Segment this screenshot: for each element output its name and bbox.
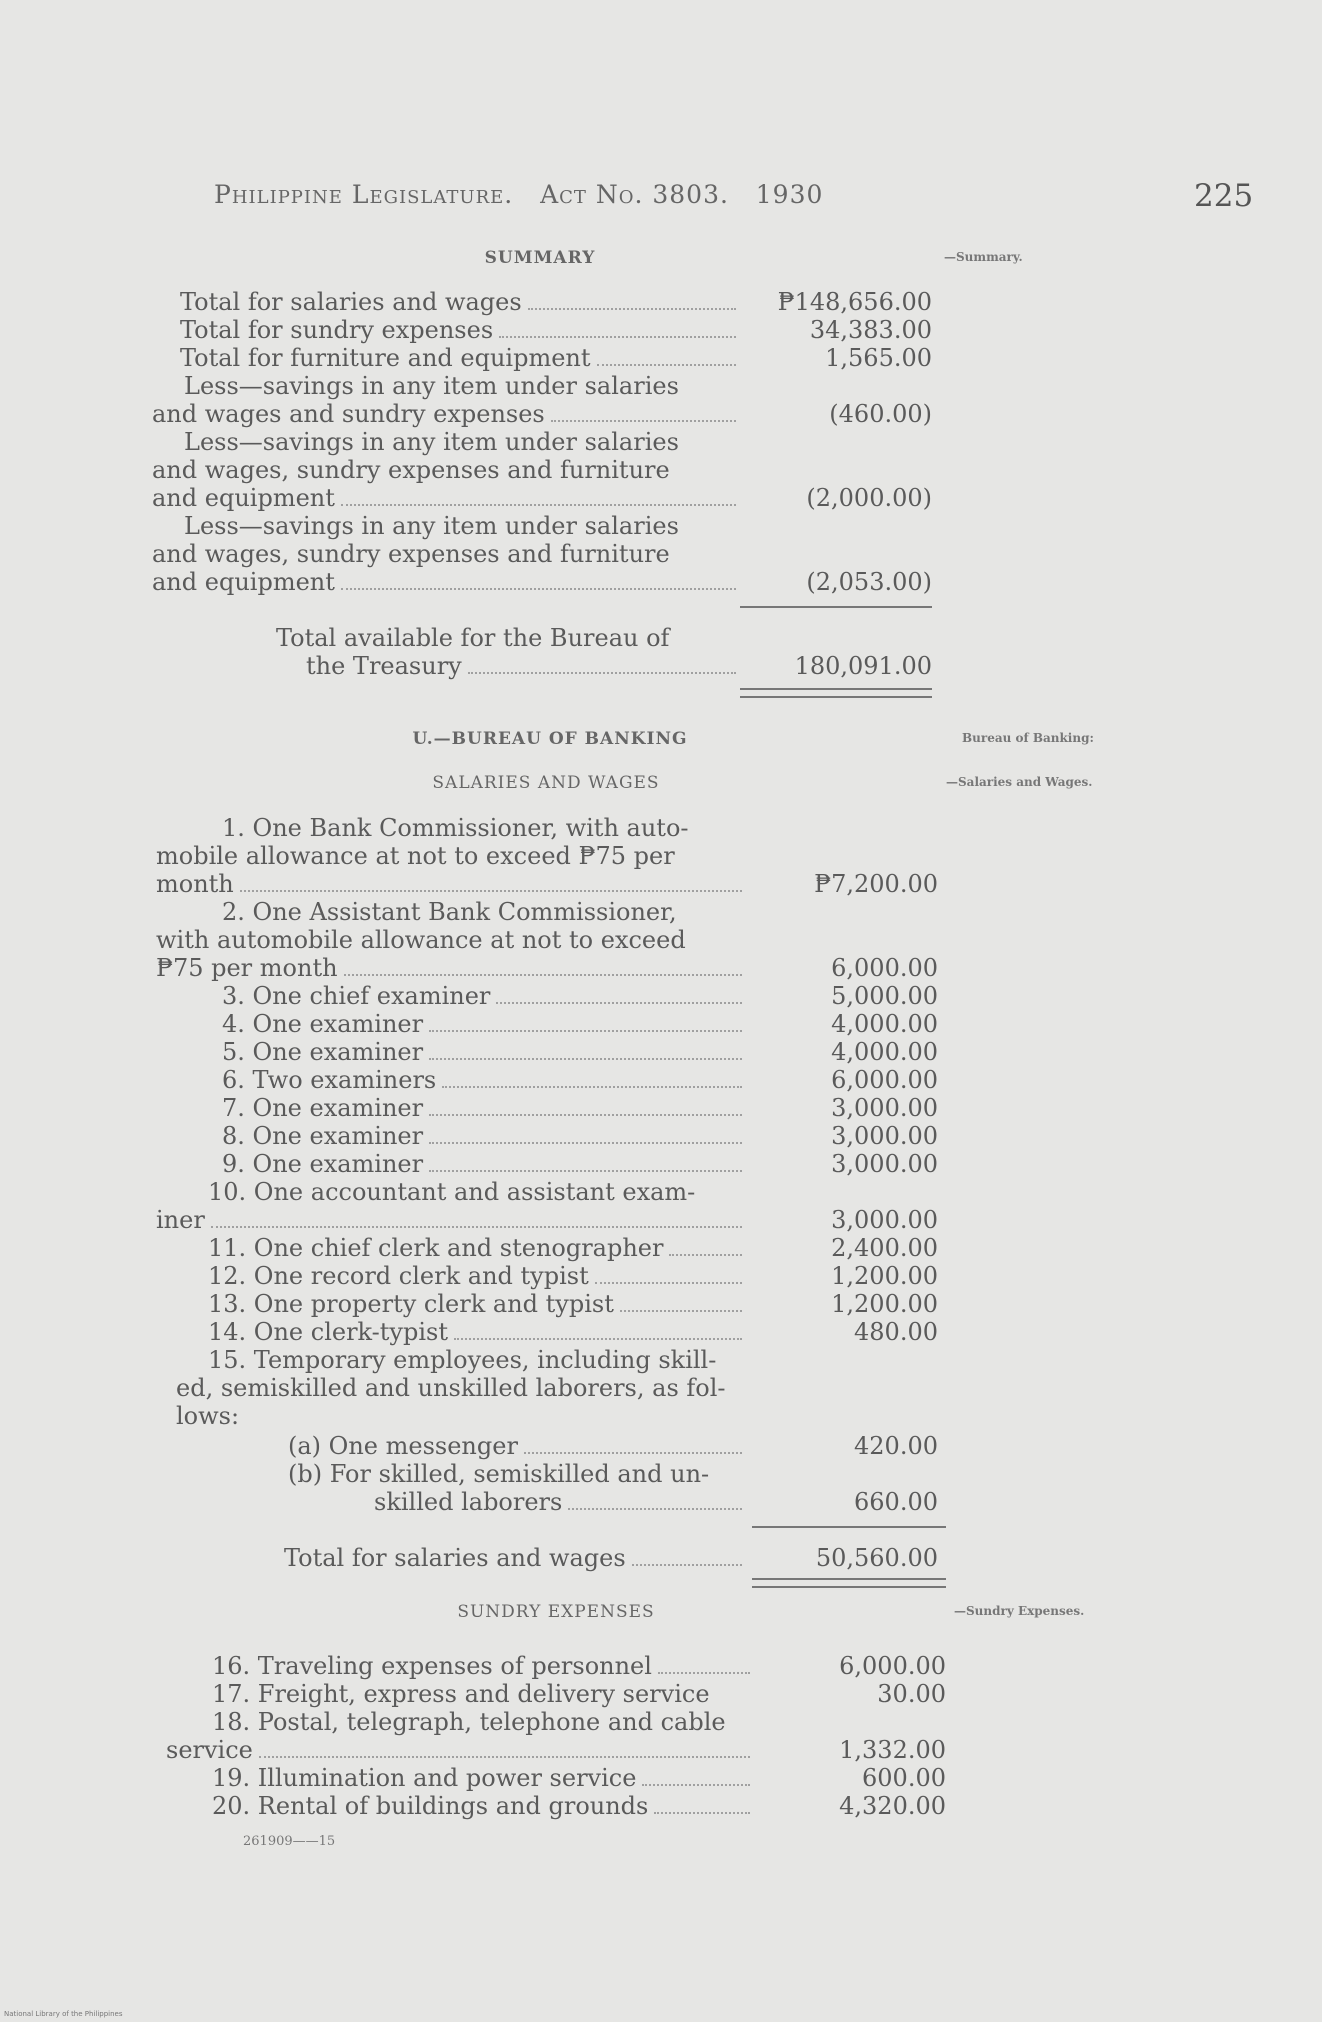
salary-amount-9: 3,000.00 [831, 1150, 938, 1178]
salaries-total-amount: 50,560.00 [815, 1544, 938, 1572]
summary-amount-furniture: 1,565.00 [825, 344, 932, 372]
header-act: Act No. 3803. [540, 180, 729, 209]
header-year: 1930 [755, 180, 824, 209]
summary-line-less-1a: Less—savings in any item under salaries [184, 372, 679, 400]
scan-credit: National Library of the Philippines [4, 2010, 123, 2018]
summary-line-less-1b: and wages and sundry expenses [152, 400, 740, 428]
salary-amount-3: 5,000.00 [831, 982, 938, 1010]
salary-item-12: 12. One record clerk and typist [208, 1262, 746, 1290]
salaries-heading: SALARIES AND WAGES [432, 773, 660, 793]
summary-amount-less-1: (460.00) [829, 400, 932, 428]
sundry-amount-18: 1,332.00 [839, 1736, 946, 1764]
sundry-heading: SUNDRY EXPENSES [457, 1602, 655, 1622]
summary-amount-sundry: 34,383.00 [809, 316, 932, 344]
salary-item-1a: 1. One Bank Commissioner, with auto- [222, 814, 689, 842]
salary-item-15-laborers-a: (b) For skilled, semiskilled and un- [288, 1460, 710, 1488]
summary-line-less-3c: and equipment [152, 568, 740, 596]
summary-line-less-2c: and equipment [152, 484, 740, 512]
salary-amount-2: 6,000.00 [831, 954, 938, 982]
salary-item-1b: mobile allowance at not to exceed ₱75 per [156, 842, 675, 870]
salary-item-8: 8. One examiner [222, 1122, 746, 1150]
salary-item-15c: lows: [176, 1402, 240, 1430]
salary-amount-6: 6,000.00 [831, 1066, 938, 1094]
sundry-item-18a: 18. Postal, telegraph, telephone and cable [212, 1708, 726, 1736]
salary-amount-4: 4,000.00 [831, 1010, 938, 1038]
salary-item-15-laborers-b: skilled laborers [374, 1488, 746, 1516]
salary-item-15a: 15. Temporary employees, including skill- [208, 1346, 717, 1374]
sundry-item-18b: service [166, 1736, 754, 1764]
salaries-margin-note: —Salaries and Wages. [946, 775, 1093, 789]
summary-total-amount: 180,091.00 [794, 652, 932, 680]
summary-amount-less-3: (2,053.00) [806, 568, 932, 596]
salary-amount-5: 4,000.00 [831, 1038, 938, 1066]
summary-line-less-2b: and wages, sundry expenses and furniture [152, 456, 670, 484]
salary-amount-12: 1,200.00 [831, 1262, 938, 1290]
sundry-item-19: 19. Illumination and power service [212, 1764, 754, 1792]
salary-amount-15a: 420.00 [854, 1432, 938, 1460]
summary-total-line-b: the Treasury [306, 652, 740, 680]
sundry-item-20: 20. Rental of buildings and grounds [212, 1792, 754, 1820]
summary-line-less-3b: and wages, sundry expenses and furniture [152, 540, 670, 568]
salary-item-15-messenger: (a) One messenger [288, 1432, 746, 1460]
summary-amount-less-2: (2,000.00) [806, 484, 932, 512]
salary-amount-10: 3,000.00 [831, 1206, 938, 1234]
running-header [214, 180, 823, 209]
sundry-margin-note: —Sundry Expenses. [954, 1604, 1085, 1618]
salary-item-10b: iner [156, 1206, 746, 1234]
salary-item-2a: 2. One Assistant Bank Commissioner, [222, 898, 677, 926]
summary-line-less-3a: Less—savings in any item under salaries [184, 512, 679, 540]
salary-amount-15b: 660.00 [854, 1488, 938, 1516]
salary-item-2b: with automobile allowance at not to exceed [156, 926, 686, 954]
summary-total-double-rule [740, 688, 932, 698]
summary-line-sundry: Total for sundry expenses [180, 316, 740, 344]
banking-heading: U.—BUREAU OF BANKING [412, 729, 688, 749]
summary-line-salaries: Total for salaries and wages [180, 288, 740, 316]
page-number: 225 [1194, 178, 1254, 214]
header-title: Philippine Legislature. [214, 180, 514, 209]
sundry-item-17: 17. Freight, express and delivery service [212, 1680, 710, 1708]
salary-item-2c: ₱75 per month [156, 954, 746, 982]
summary-amount-salaries: ₱148,656.00 [777, 288, 932, 316]
salary-amount-8: 3,000.00 [831, 1122, 938, 1150]
salary-amount-14: 480.00 [854, 1318, 938, 1346]
summary-total-line-a: Total available for the Bureau of [276, 624, 670, 652]
summary-subtotal-rule [740, 606, 932, 608]
summary-heading: SUMMARY [484, 248, 596, 268]
sundry-amount-19: 600.00 [862, 1764, 946, 1792]
salary-item-5: 5. One examiner [222, 1038, 746, 1066]
sundry-amount-16: 6,000.00 [839, 1652, 946, 1680]
salary-item-13: 13. One property clerk and typist [208, 1290, 746, 1318]
salary-item-1c: month [156, 870, 746, 898]
salary-item-4: 4. One examiner [222, 1010, 746, 1038]
salary-item-7: 7. One examiner [222, 1094, 746, 1122]
summary-margin-note: —Summary. [944, 250, 1023, 264]
banking-margin-note: Bureau of Banking: [962, 731, 1094, 745]
sundry-amount-20: 4,320.00 [839, 1792, 946, 1820]
salary-item-9: 9. One examiner [222, 1150, 746, 1178]
salaries-subtotal-rule [752, 1526, 946, 1528]
salary-item-10a: 10. One accountant and assistant exam- [208, 1178, 696, 1206]
salary-amount-7: 3,000.00 [831, 1094, 938, 1122]
summary-line-furniture: Total for furniture and equipment [180, 344, 740, 372]
salary-item-15b: ed, semiskilled and unskilled laborers, as fol- [176, 1374, 726, 1402]
sundry-amount-17: 30.00 [877, 1680, 946, 1708]
summary-line-less-2a: Less—savings in any item under salaries [184, 428, 679, 456]
salary-item-6: 6. Two examiners [222, 1066, 746, 1094]
sundry-item-16: 16. Traveling expenses of personnel [212, 1652, 754, 1680]
salary-amount-11: 2,400.00 [831, 1234, 938, 1262]
salary-item-14: 14. One clerk-typist [208, 1318, 746, 1346]
salaries-total-line: Total for salaries and wages [284, 1544, 746, 1572]
salary-amount-1: ₱7,200.00 [814, 870, 938, 898]
print-code: 261909——15 [243, 1834, 336, 1849]
salaries-total-double-rule [752, 1578, 946, 1588]
salary-amount-13: 1,200.00 [831, 1290, 938, 1318]
salary-item-11: 11. One chief clerk and stenographer [208, 1234, 746, 1262]
salary-item-3: 3. One chief examiner [222, 982, 746, 1010]
